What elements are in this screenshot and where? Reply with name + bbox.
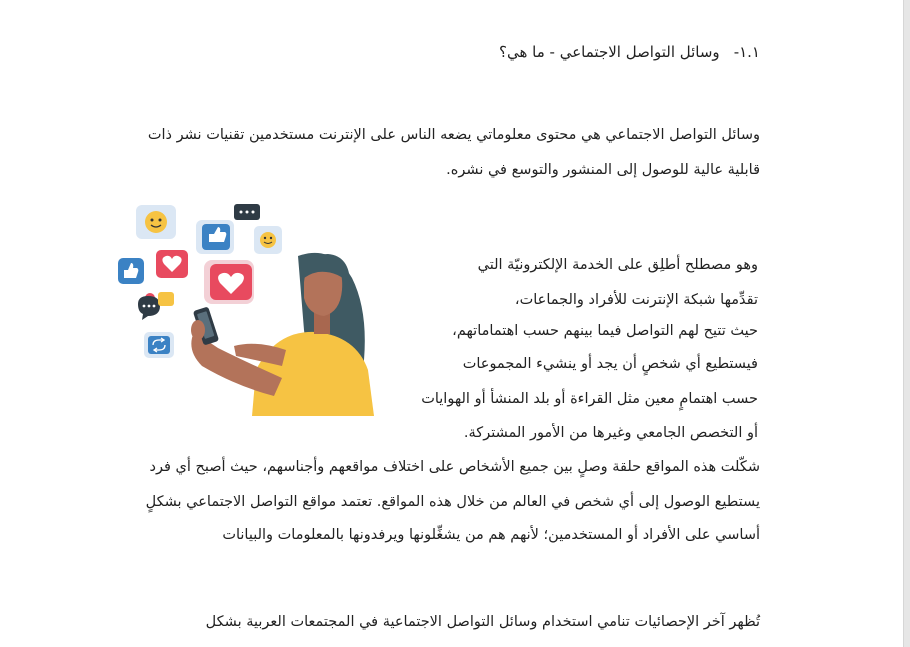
intro-line-1: وسائل التواصل الاجتماعي هي محتوى معلوماتي يضعه الناس على الإنترنت مستخدمين تقنيات نشر ذات [147, 127, 760, 143]
notification-chat-icon [138, 292, 174, 320]
scrollbar[interactable] [903, 0, 910, 647]
section-title: وسائل التواصل الاجتماعي - ما هي؟ [499, 43, 720, 61]
intro-line-2: قابلية عالية للوصول إلى المنشور والتوسع في نشره. [446, 162, 760, 178]
body-line-4: تُظهر آخر الإحصائيات تنامي استخدام وسائل التواصل الاجتماعية في المجتمعات العربية بشكل [205, 614, 760, 630]
repost-icon [144, 332, 174, 358]
thumbs-up-bubble-icon [196, 220, 234, 254]
section-heading [499, 42, 760, 62]
side-line-1: وهو مصطلح أطلِق على الخدمة الإلكترونيّة التي [477, 257, 758, 273]
small-smiley-icon [254, 226, 282, 254]
side-line-5: حسب اهتمامٍ معين مثل القراءة أو بلد المنشأ أو الهوايات [421, 391, 758, 407]
social-media-illustration [106, 200, 386, 420]
body-line-3: أساسي على الأفراد أو المستخدمين؛ لأنهم هم من يشغِّلونها ويرفدونها بالمعلومات والبيانات [222, 527, 760, 543]
section-number: ١.١- [733, 43, 760, 61]
thumbs-up-small-icon [118, 258, 144, 284]
body-line-2: يستطيع الوصول إلى أي شخص في العالم من خلال هذه المواقع. تعتمد مواقع التواصل الاجتماعي بشكلٍ [145, 494, 760, 510]
chat-bubble-icon [234, 204, 260, 220]
body-line-1: شكّلت هذه المواقع حلقة وصلٍ بين جميع الأشخاص على اختلاف مواقعهم وأجناسهم، حيث أصبح أي فرد [149, 459, 760, 475]
heart-bubble-large-icon [204, 260, 254, 304]
heart-bubble-small-icon [156, 250, 188, 278]
smiley-bubble-icon [136, 205, 176, 239]
side-line-3: حيث تتيح لهم التواصل فيما بينهم حسب اهتماماتهم، [452, 323, 758, 339]
side-line-4: فيستطيع أي شخصٍ أن يجد أو ينشيء المجموعات [462, 356, 758, 372]
side-line-6: أو التخصص الجامعي وغيرها من الأمور المشتركة. [463, 425, 758, 441]
side-line-2: تقدِّمها شبكة الإنترنت للأفراد والجماعات، [514, 292, 758, 308]
